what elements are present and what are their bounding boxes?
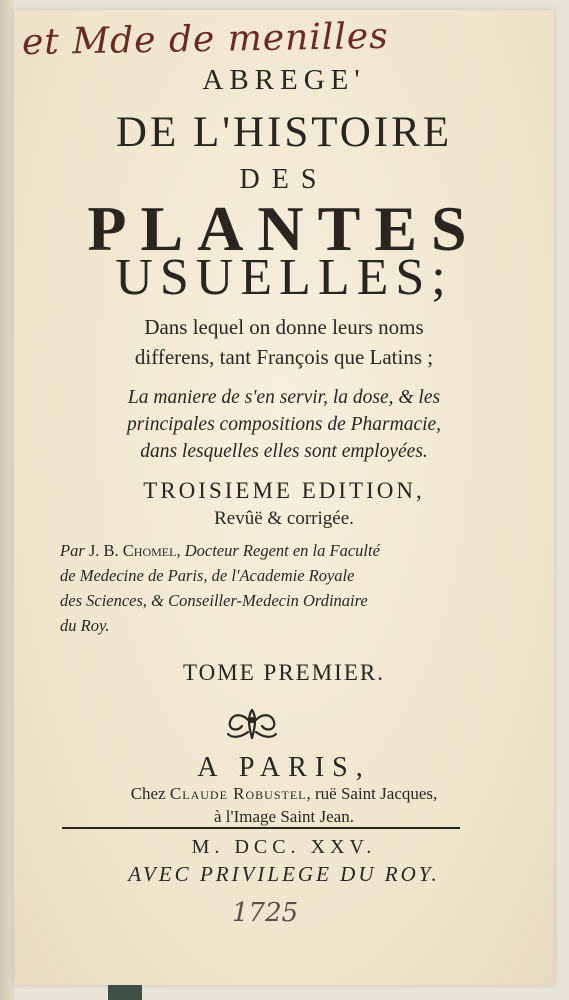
- bookmark-ribbon: [108, 985, 142, 1000]
- adjacent-page-edge: [0, 0, 14, 1000]
- printer-ornament-icon: [222, 704, 282, 744]
- edition-label: TROISIEME EDITION,: [143, 478, 425, 503]
- title-line-5: USUELLES;: [115, 249, 453, 306]
- subtitle-block-1: [14, 312, 554, 372]
- title-line-2: DE L'HISTOIRE: [115, 109, 453, 156]
- imprint-privilege: AVEC PRIVILEGE DU ROY.: [128, 862, 440, 886]
- imprint-date: M. DCC. XXV.: [191, 836, 377, 858]
- author-prefix: Par: [60, 541, 89, 560]
- imprint-address: , ruë Saint Jacques,: [306, 784, 438, 803]
- subtitle-line-4: principales compositions de Pharmacie,: [126, 414, 442, 435]
- title-line-4: PLANTES: [87, 193, 481, 264]
- author-line-2: de Medecine de Paris, de l'Academie Royale: [60, 566, 355, 585]
- ownership-inscription: et Mde de menilles: [21, 15, 389, 64]
- tome-label: TOME PREMIER.: [183, 660, 385, 685]
- imprint-sign: à l'Image Saint Jean.: [214, 807, 354, 826]
- author-line-4: du Roy.: [60, 616, 110, 635]
- imprint-chez: Chez: [130, 784, 170, 803]
- author-name: J. B. Chomel: [88, 541, 177, 560]
- author-line-1: [60, 538, 512, 563]
- edition-note: Revûë & corrigée.: [214, 508, 354, 529]
- handwritten-year: 1725: [232, 898, 299, 928]
- subtitle-line-1: Dans lequel on donne leurs noms: [144, 315, 424, 339]
- imprint-printer-block: [14, 782, 554, 828]
- author-title: , Docteur Regent en la Faculté: [176, 541, 380, 560]
- title-line-3: DES: [239, 164, 329, 195]
- subtitle-block-2: [14, 384, 554, 465]
- imprint-printer-name: Claude Robustel: [169, 784, 307, 803]
- divider-rule: [62, 827, 460, 829]
- subtitle-line-3: La maniere de s'en servir, la dose, & les: [127, 387, 441, 408]
- subtitle-line-2: differens, tant François que Latins ;: [134, 345, 434, 369]
- imprint-printer-line: [14, 782, 554, 805]
- title-line-1: ABREGE': [202, 64, 366, 96]
- author-block: [60, 538, 512, 638]
- subtitle-line-5: dans lesquelles elles sont employées.: [140, 441, 428, 462]
- author-line-3: des Sciences, & Conseiller-Medecin Ordinaire: [60, 591, 368, 610]
- imprint-city: A PARIS,: [197, 752, 371, 783]
